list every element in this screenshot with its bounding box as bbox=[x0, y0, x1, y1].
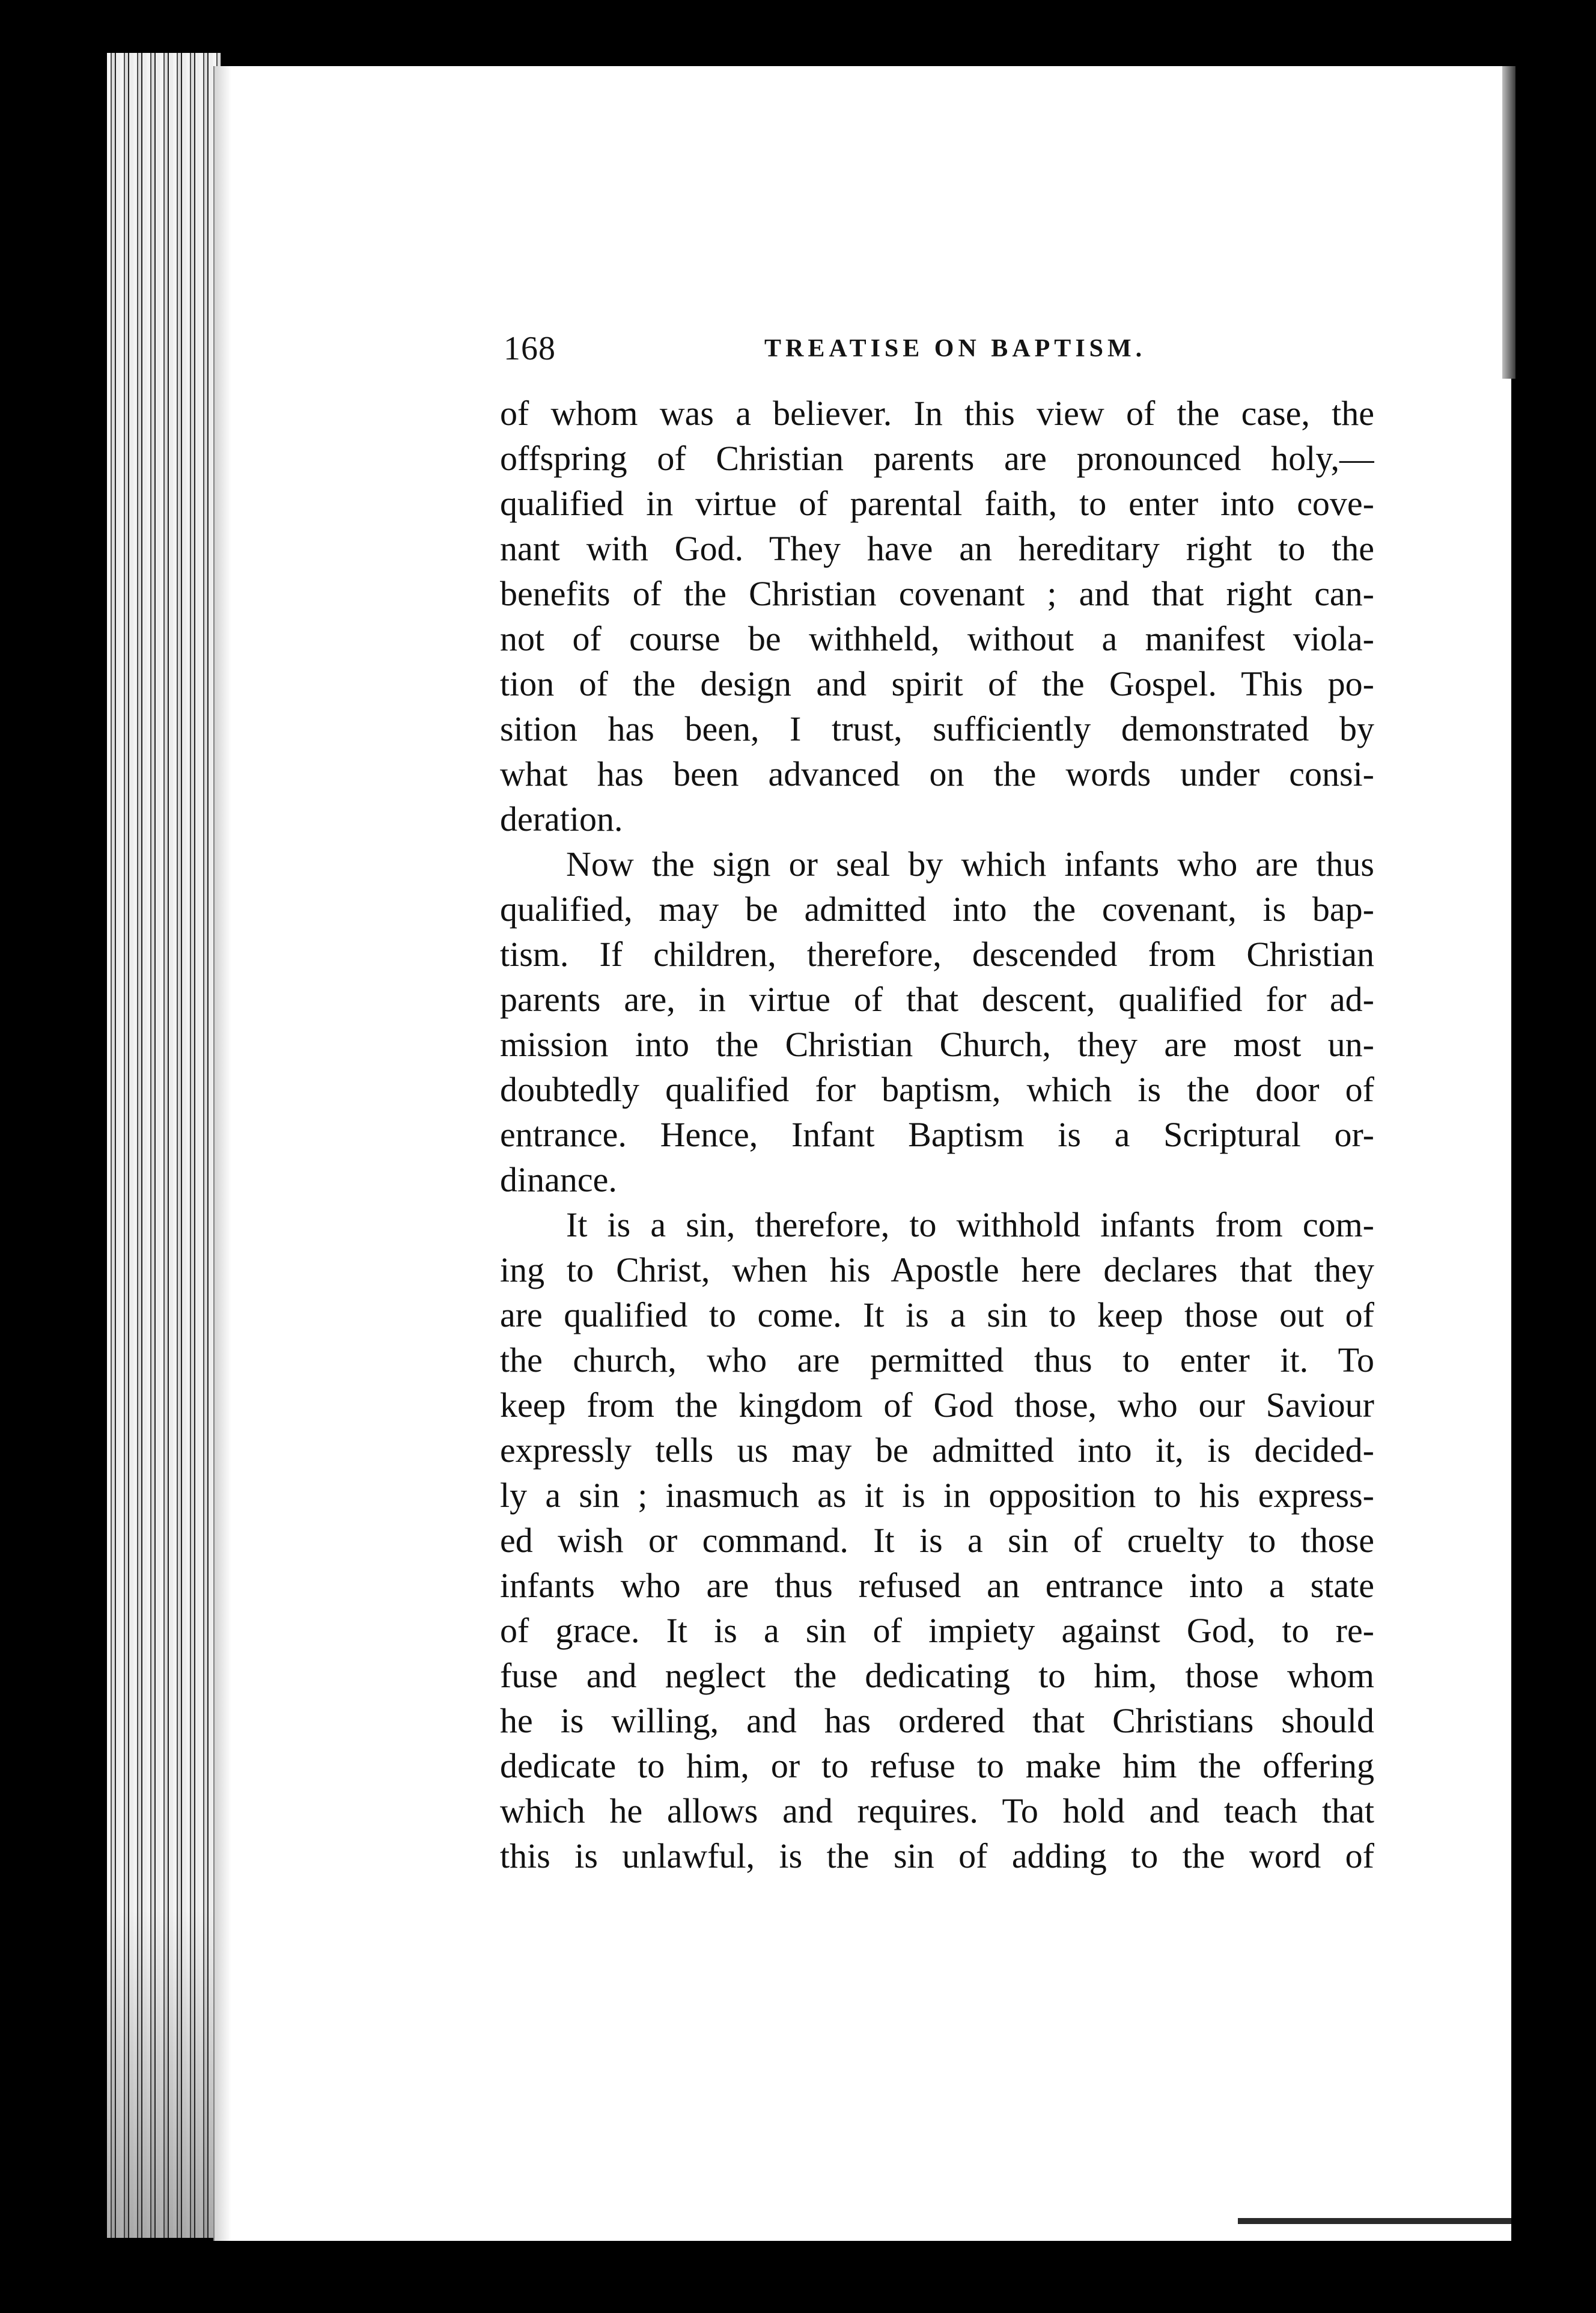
text-line: qualified, may be admitted into the covenant, is bap- bbox=[500, 890, 1374, 929]
text-line: tion of the design and spirit of the Gospel. This po- bbox=[500, 664, 1374, 703]
text-line: dedicate to him, or to refuse to make him the offering bbox=[500, 1746, 1374, 1785]
running-title: TREATISE ON BAPTISM. bbox=[764, 335, 1147, 362]
text-line: the church, who are permitted thus to enter it. To bbox=[500, 1340, 1374, 1380]
text-line: ed wish or command. It is a sin of cruelty to those bbox=[500, 1521, 1374, 1560]
text-line: not of course be withheld, without a manifest viola- bbox=[500, 619, 1374, 658]
text-line: mission into the Christian Church, they are most un- bbox=[500, 1025, 1374, 1064]
text-line: he is willing, and has ordered that Christians should bbox=[500, 1701, 1374, 1740]
text-line: of grace. It is a sin of impiety against God, to re- bbox=[500, 1611, 1374, 1650]
text-line: infants who are thus refused an entrance into a state bbox=[500, 1566, 1374, 1605]
facing-page-sliver bbox=[1502, 66, 1515, 379]
page-number: 168 bbox=[504, 330, 556, 367]
text-line: this is unlawful, is the sin of adding to the word of bbox=[500, 1836, 1374, 1875]
book-page-edges-shadow bbox=[107, 53, 221, 2238]
text-line: are qualified to come. It is a sin to keep those out of bbox=[500, 1295, 1374, 1334]
text-line: dinance. bbox=[500, 1160, 617, 1199]
text-line: offspring of Christian parents are pronounced holy,— bbox=[500, 439, 1374, 478]
text-line: parents are, in virtue of that descent, qualified for ad- bbox=[500, 980, 1374, 1019]
text-line: expressly tells us may be admitted into it, is decided- bbox=[500, 1431, 1374, 1470]
text-line: what has been advanced on the words under consi- bbox=[500, 754, 1374, 793]
text-line: which he allows and requires. To hold and teach that bbox=[500, 1791, 1374, 1830]
paragraph-start-line: Now the sign or seal by which infants who are thus bbox=[566, 845, 1374, 884]
text-line: fuse and neglect the dedicating to him, those whom bbox=[500, 1656, 1374, 1695]
text-line: ly a sin ; inasmuch as it is in opposition to his express- bbox=[500, 1476, 1374, 1515]
text-line: of whom was a believer. In this view of the case, the bbox=[500, 394, 1374, 433]
text-line: ing to Christ, when his Apostle here declares that they bbox=[500, 1250, 1374, 1289]
scan-right-border bbox=[1511, 0, 1596, 2313]
text-line: deration. bbox=[500, 799, 623, 839]
text-line: sition has been, I trust, sufficiently demonstrated by bbox=[500, 709, 1374, 748]
page-fold-shadow bbox=[213, 66, 231, 2242]
text-line: benefits of the Christian covenant ; and that right can- bbox=[500, 574, 1374, 613]
text-line: doubtedly qualified for baptism, which is the door of bbox=[500, 1070, 1374, 1109]
body-text bbox=[500, 391, 1374, 1878]
text-line: qualified in virtue of parental faith, to enter into cove- bbox=[500, 484, 1374, 523]
scan-top-border bbox=[0, 0, 1596, 54]
text-line: keep from the kingdom of God those, who our Saviour bbox=[500, 1386, 1374, 1425]
text-line: tism. If children, therefore, descended from Christian bbox=[500, 935, 1374, 974]
text-line: nant with God. They have an hereditary right to the bbox=[500, 529, 1374, 568]
scan-bottom-border bbox=[0, 2241, 1596, 2313]
text-line: entrance. Hence, Infant Baptism is a Scriptural or- bbox=[500, 1115, 1374, 1154]
paragraph-start-line: It is a sin, therefore, to withhold infants from com- bbox=[566, 1205, 1374, 1244]
page-bottom-edge bbox=[1238, 2218, 1511, 2224]
